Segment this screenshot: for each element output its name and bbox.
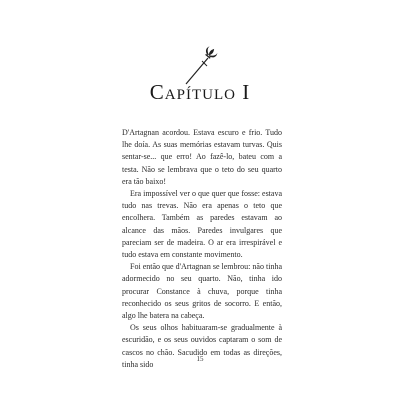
chapter-body xyxy=(122,127,282,371)
paragraph: Foi então que d'Artagnan se lembrou: não tinha adormecido no seu quarto. Não, tinha ido procurar Constance à chuva, porque tinha reconhecido os seus gritos de socorro. E então, algo lhe batera na cabeça. xyxy=(122,262,282,321)
paragraph: D'Artagnan acordou. Estava escuro e frio. Tudo lhe doía. As suas memórias estavam turvas. Quis sentar-se... que erro! Ao fazê-lo, bateu com a testa. Não se lembrava que o teto do seu quarto era tão baixo! xyxy=(122,128,282,186)
paragraph: Era impossível ver o que quer que fosse: estava tudo nas trevas. Não era apenas o teto que encolhera. Também as paredes estavam ao alcance das mãos. Paredes invulgares que pareciam ser de madeira. O ar era irrespirável e tudo estava em constante movimento. xyxy=(122,189,282,260)
page-number: 15 xyxy=(196,355,204,363)
paragraph: Os seus olhos habituaram-se gradualmente à escuridão, e os seus ouvidos captaram o som de cascos no chão. Sacudido em todas as direções, tinha sido xyxy=(122,323,282,369)
chapter-title: Capítulo I xyxy=(149,80,251,104)
